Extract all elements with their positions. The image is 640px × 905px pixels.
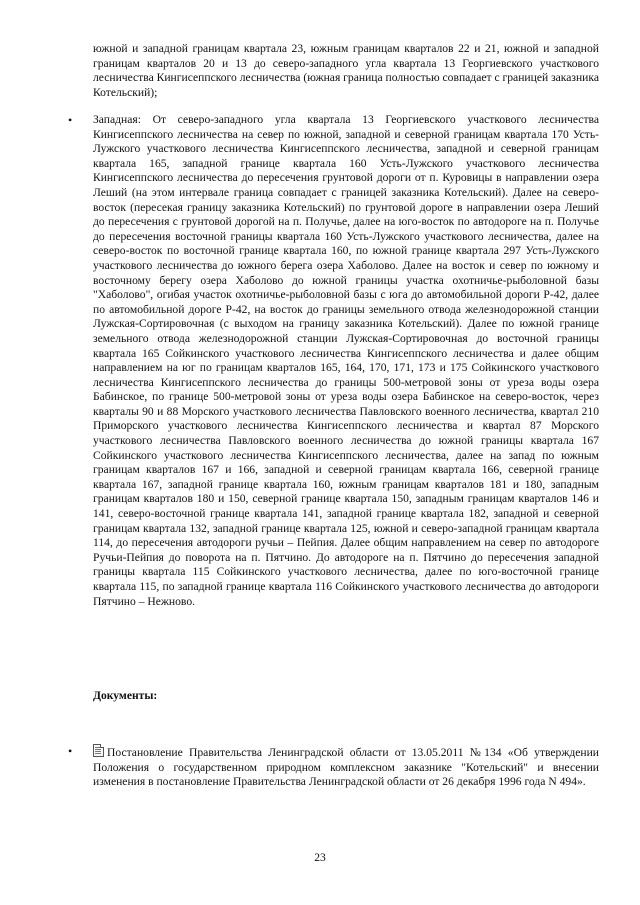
document-link-paragraph[interactable] [93, 744, 599, 790]
continuation-paragraph [93, 42, 599, 100]
west-boundary-text: Западная: От северо-западного угла квартала 13 Георгиевского участкового лесничества Кингисеппского лесничества на север по южной, западной и северной границам квартала 170 Усть-Лужского участкового лесничества Кингисеппского лесничества, западной и северной границам квартала 165, западной границе квартала 160 Усть-Лужского участкового лесничества Кингисеппского лесничества до пересечения грунтовой дороги от п. Куровицы в направлении озера Леший (на этом интервале граница совпадает с границей заказника Котельский). Далее на северо-восток (пересекая границу заказника Котельский) по грунтовой дороге в направлении озера Леший до пересечения с грунтовой дорогой на п. Получье, далее на юго-восток по автодороге на п. Получье до пересечения восточной границы квартала 160 Усть-Лужского участкового лесничества, далее на северо-восток по восточной границе квартала 160, по южной границе квартала 297 Усть-Лужского участкового лесничества до южного берега озера Хаболово. Далее на восток и север по южному и восточному берегу озера Хаболово до южной границы участка охотничье-рыболовной базы "Хаболово", огибая участок охотничье-рыболовной базы с юга до автомобильной дороги Р-42, далее по автомобильной дороге Р-42, на восток до границы земельного отвода железнодорожной станции Лужская-Сортировочная (с выходом на границу заказника Котельский). Далее по южной границе земельного отвода железнодорожной станции Лужская-Сортировочная до восточной границы квартала 165 Сойкинского участкового лесничества Кингисеппского лесничества и далее общим направлением на юг по границам кварталов 165, 164, 170, 171, 173 и 175 Сойкинского участкового лесничества Кингисеппского лесничества до границы 500-метровой зоны от уреза воды озера Бабинское, по границе 500-метровой зоны от уреза воды озера Бабинское на северо-восток, через кварталы 90 и 88 Морского участкового лесничества Павловского военного лесничества, квартал 210 Приморского участкового лесничества Кингисеппского лесничества и квартал 87 Морского участкового лесничества Павловского военного лесничества до южной границы квартала 167 Сойкинского участкового лесничества Кингисеппского лесничества, далее на запад по южным границам кварталов 167 и 166, западной и северной границам квартала 166, северной границе квартала 167, западной границе квартала 160, южным границам кварталов 181 и 180, западным границам кварталов 180 и 150, северной границе квартала 150, западным границам кварталов 146 и 141, северо-восточной границе квартала 141, западной границе квартала 182, западной и северной границам квартала 132, западной границе квартала 125, южной и северо-западной границам квартала 114, до пересечения автодороги ручьи – Пейпия. Далее общим направлением на север по автодороге Ручьи-Пейпия до поворота на п. Пятчино. До автодороге на п. Пятчино до пересечения западной границы квартала 115 Сойкинского участкового лесничества, далее по юго-восточной границе квартала 115, по западной границе квартала 116 Сойкинского участкового лесничества до автодороги Пятчино – Нежново. [93, 113, 599, 608]
documents-heading: Документы: [93, 689, 158, 702]
document-link-text[interactable]: Постановление Правительства Ленинградской области от 13.05.2011 №134 «Об утверждении Положения о государственном природном комплексном заказнике "Котельский" и внесении изменения в постановление Правительства Ленинградской области от 26 декабря 1996 года N 494». [93, 746, 599, 789]
west-boundary-bullet: • [68, 113, 73, 127]
page-number: 23 [314, 851, 326, 864]
document-icon[interactable] [93, 744, 104, 757]
continuation-text: южной и западной границам квартала 23, южным границам кварталов 22 и 21, южной и западной границам кварталов 20 и 13 до северо-западного угла квартала 13 Георгиевского участкового лесничества Кингисеппского лесничества (южная граница полностью совпадает с границей заказника Котельский); [93, 42, 599, 99]
document-item[interactable] [93, 744, 599, 790]
document-item-bullet: • [68, 744, 73, 758]
west-boundary-paragraph [93, 113, 599, 609]
